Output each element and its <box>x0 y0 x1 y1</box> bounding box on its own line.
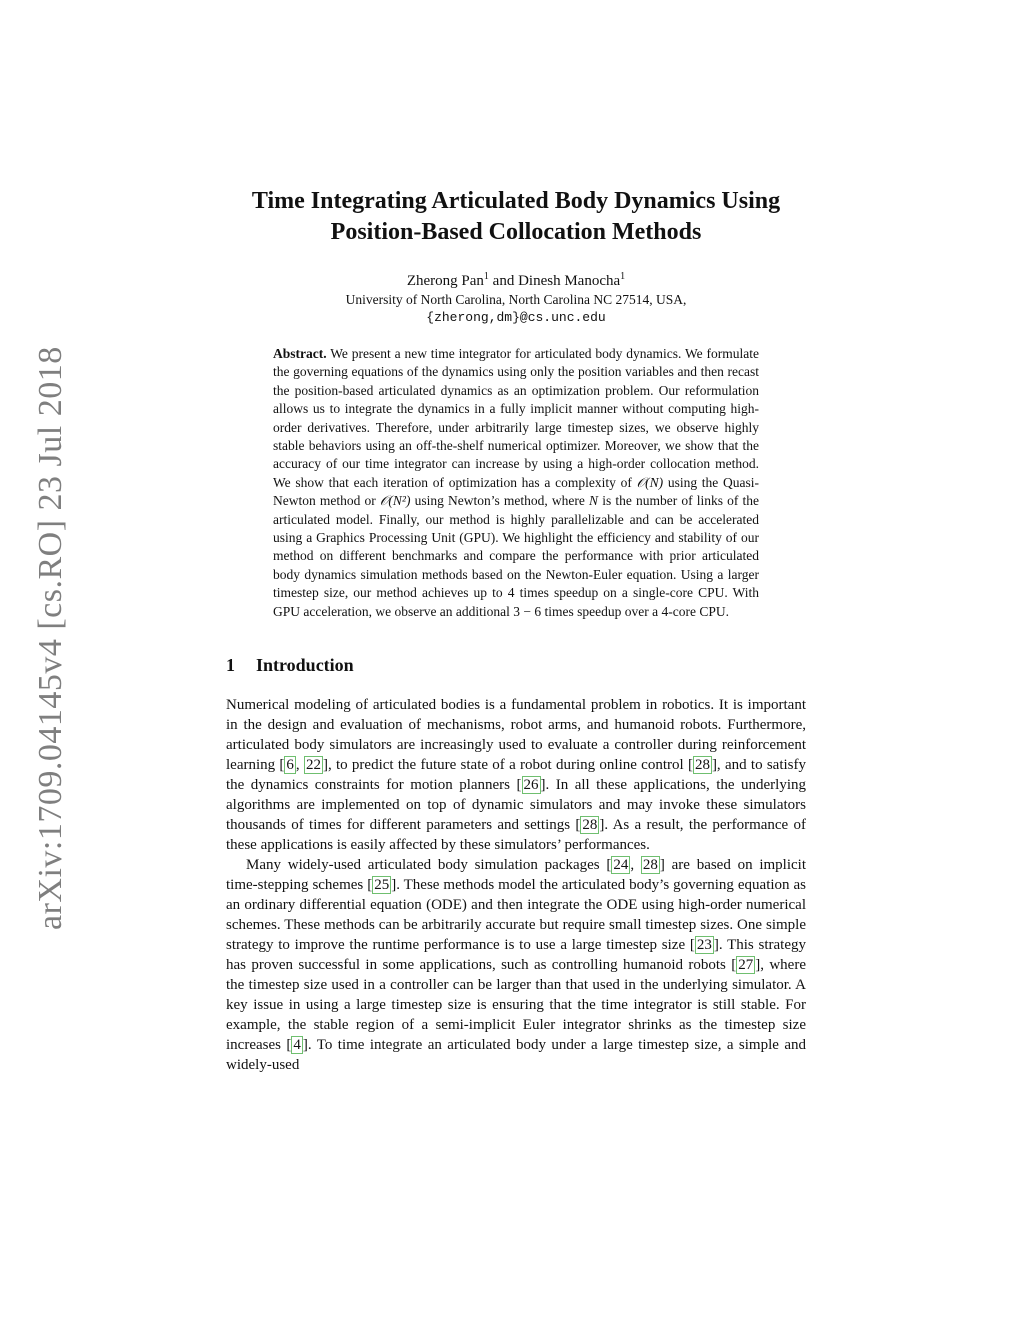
text-span: ]. These methods model the articulated body’s governing equation as an ordinary differential equation (ODE) and then integrate the ODE using high-order numerical schemes. These methods can be arbitrarily accurate but require small timestep sizes. One simple strategy to improve the runtime performance is to use a large timestep size [ <box>226 877 806 954</box>
abstract-text-2: using the Quasi-Newton method or <box>273 474 760 509</box>
abstract-text-5: times speedup on a single-core CPU. With GPU acceleration, we observe an additional <box>273 585 760 619</box>
paragraph-2 <box>226 855 806 1075</box>
author-2: Dinesh Manocha <box>518 273 621 289</box>
math-n: N <box>589 493 599 509</box>
paper-title <box>226 186 806 248</box>
text-span: ], to predict the future state of a robot during online control [ <box>322 757 693 774</box>
math-speedup-range: 3 − 6 <box>513 603 542 619</box>
math-speedup-4: 4 <box>507 585 515 601</box>
text-span: , <box>630 857 641 874</box>
text-span: Many widely-used articulated body simulation packages [ <box>246 857 612 874</box>
citation-link[interactable]: 4 <box>293 1037 301 1054</box>
abstract-text-6: times speedup over a 4-core CPU. <box>544 603 729 619</box>
author-1-affil-mark: 1 <box>483 271 489 282</box>
citation-link[interactable]: 26 <box>523 777 539 794</box>
abstract-text-1: We present a new time integrator for articulated body dynamics. We formulate the governing equations of the dynamics using only the position variables and then recast the position-based articulated dynamics as an optimization problem. Our reformulation allows us to integrate the dynamics in a fully implicit manner without computing high-order derivatives. Therefore, under arbitrarily large timestep sizes, we observe highly stable behaviors using an off-the-shelf numerical optimizer. Moreover, we show that the accuracy of our time integrator can increase by using a high-order collocation method. We show that each iteration of optimization has a complexity of <box>273 346 759 490</box>
math-complexity-n2: 𝒪(N²) <box>379 493 411 509</box>
title-line-2: Position-Based Collocation Methods <box>330 219 702 245</box>
text-span: ] are based on implicit time-stepping schemes [ <box>226 857 807 894</box>
citation-link[interactable]: 24 <box>613 857 629 874</box>
citation-link[interactable]: 25 <box>374 877 390 894</box>
author-connector: and <box>492 273 515 289</box>
text-span: Numerical modeling of articulated bodies is a fundamental problem in robotics. It is important in the design and evaluation of mechanisms, robot arms, and humanoid robots. Furthermore, articulated body simulators are increasingly used to evaluate a controller during reinforcement learning [ <box>226 697 806 774</box>
citation-link[interactable]: 28 <box>582 817 598 834</box>
text-span: ], where the timestep size used in a controller can be larger than that used in the underlying simulator. A key issue in using a large timestep size is ensuring that the time integrator is still stable. For example, the stable region of a semi-implicit Euler integrator shrinks as the timestep size increases [ <box>226 957 806 1054</box>
affiliation: University of North Carolina, North Carolina NC 27514, USA, <box>345 292 687 307</box>
text-span: ]. In all these applications, the underlying algorithms are implemented on top of dynamic simulators and may invoke these simulators thousands of times for different parameters and settings [ <box>226 777 806 834</box>
citation-link[interactable]: 28 <box>642 857 658 874</box>
math-complexity-n: 𝒪(N) <box>636 474 664 490</box>
citation-link[interactable]: 28 <box>694 757 710 774</box>
title-line-1: Time Integrating Articulated Body Dynamics Using <box>251 188 781 214</box>
email-address: {zherong,dm}@cs.unc.edu <box>426 310 606 325</box>
text-span: ]. As a result, the performance of these applications is easily affected by these simulators’ performances. <box>226 817 806 854</box>
abstract <box>273 345 759 621</box>
author-1: Zherong Pan <box>406 273 484 289</box>
author-line <box>226 267 806 291</box>
section-body <box>226 695 806 1075</box>
citation-link[interactable]: 23 <box>696 937 712 954</box>
text-span: , <box>295 757 304 774</box>
text-span: ]. To time integrate an articulated body under a large timestep size, a simple and widely-used <box>226 1037 806 1074</box>
abstract-text-4: is the number of links of the articulated model. Finally, our method is highly parallelizable and can be accelerated using a Graphics Processing Unit (GPU). We highlight the efficiency and stability of our method on different benchmarks and compare the performance with prior articulated body dynamics simulation methods based on the Newton-Euler equation. Using a larger timestep size, our method achieves up to <box>273 493 759 601</box>
section-number: 1 <box>226 655 235 676</box>
abstract-label: Abstract. <box>273 346 327 361</box>
section-title: Introduction <box>256 655 354 676</box>
text-span: ], and to satisfy the dynamics constraints for motion planners [ <box>226 757 807 794</box>
citation-link[interactable]: 22 <box>305 757 321 774</box>
section-heading <box>226 654 806 676</box>
author-2-affil-mark: 1 <box>620 271 626 282</box>
text-span: ]. This strategy has proven successful in some applications, such as controlling humanoid robots [ <box>226 937 807 974</box>
citation-link[interactable]: 6 <box>286 757 294 774</box>
abstract-text-3: using Newton’s method, where <box>414 493 585 509</box>
arxiv-stamp: arXiv:1709.04145v4 [cs.RO] 23 Jul 2018 <box>32 346 69 930</box>
paper-page <box>226 180 806 1075</box>
citation-link[interactable]: 27 <box>738 957 754 974</box>
paragraph-1 <box>226 695 806 855</box>
